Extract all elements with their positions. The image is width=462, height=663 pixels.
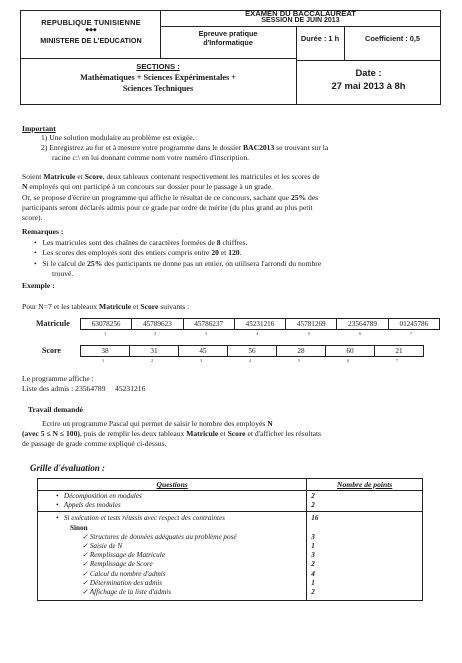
exam-title: EXAMEN DU BACCALAUREAT — [245, 9, 356, 18]
statement-line2 — [22, 182, 273, 192]
travail-text: Ecrire un programme Pascal qui permet de saisir le nombre des employés — [42, 419, 266, 428]
col-points: Nombre de points — [307, 479, 423, 491]
remark-value: 20 — [211, 248, 219, 257]
intro-matricule: Matricule — [99, 302, 132, 311]
item1-text: Une solution modulaire au problème est exigée. — [49, 133, 195, 142]
header-divider-date — [296, 60, 441, 61]
matricule-cell: 23564789 — [337, 319, 388, 330]
item1-number: 1) — [41, 133, 48, 142]
matricule-index: 6 — [359, 331, 362, 336]
score-index: 3 — [200, 358, 203, 363]
bullet-icon: • — [34, 238, 37, 247]
grid-points — [307, 491, 423, 512]
bullet-icon: • — [56, 514, 59, 523]
points-value: 16 — [311, 514, 319, 523]
remarques-title: Remarques : — [22, 227, 64, 236]
epreuve-line1: Epreuve pratique — [198, 29, 258, 38]
check-icon: ✓ — [82, 569, 89, 578]
intro-text: suivants : — [160, 302, 190, 311]
score-label: Score — [42, 346, 61, 355]
matricule-cell: 45231216 — [234, 319, 285, 330]
criterion-text: Détermination des admis — [89, 578, 163, 587]
matricule-label: Matricule — [36, 319, 70, 328]
output-label: Le programme affiche : — [22, 374, 94, 383]
item2-folder: BAC2013 — [243, 143, 275, 152]
remark-text: et — [220, 248, 227, 257]
date-value: 27 mai 2013 à 8h — [331, 80, 406, 91]
grid-points — [307, 512, 423, 601]
check-icon: ✓ — [82, 588, 89, 597]
sections-line2: Sciences Techniques — [122, 84, 194, 93]
important-item2-line2: racine c:\ en lui donnant comme nom votre numéro d'inscription. — [52, 153, 250, 162]
item2-text-a: Enregistrez au fur et à mesure votre programme dans le dossier — [49, 143, 242, 152]
matricule-index: 7 — [410, 331, 413, 336]
exemple-title: Exemple : — [22, 281, 55, 290]
travail-title: Travail demandé — [28, 405, 83, 414]
remark-text: chiffres. — [222, 238, 248, 247]
points-value: 3 — [311, 551, 315, 560]
matricule-cell: 01245786 — [388, 319, 439, 330]
points-value: 1 — [311, 542, 315, 551]
statement-line5: score). — [22, 213, 43, 222]
date-label: Date : — [355, 67, 382, 78]
travail-text: et d'afficher les résultats — [247, 429, 322, 438]
stmt-matricule: Matricule — [43, 172, 76, 181]
duree-label: Durée : 1 h — [300, 34, 340, 43]
remark-value: 25% — [87, 259, 103, 268]
stmt-text: employés qui ont participé à un concours sur dossier pour le passage à un grade. — [29, 182, 273, 191]
travail-line2 — [22, 429, 442, 439]
remark-text: . — [239, 248, 242, 257]
criterion-text: Saisie de N — [89, 542, 123, 551]
remark-value: 120 — [228, 248, 240, 257]
stmt-n: N — [22, 182, 28, 191]
matricule-index: 2 — [154, 331, 157, 336]
grille-title: Grille d'évaluation : — [30, 463, 105, 473]
score-cell: 31 — [130, 346, 179, 357]
republique-label: REPUBLIQUE TUNISIENNE — [41, 18, 141, 27]
travail-constraint: (avec 5 ≤ N ≤ 100) — [22, 429, 80, 438]
remark-text: des participants ne donne pas un entier, on utilisera l'arrondi du nombre — [104, 259, 322, 268]
matricule-cell: 45789623 — [132, 319, 183, 330]
criterion-sinon: Sinon — [70, 523, 88, 532]
check-icon: ✓ — [82, 542, 89, 551]
score-cell: 38 — [81, 346, 130, 357]
points-value: 4 — [311, 569, 315, 578]
points-value: 2 — [311, 588, 315, 597]
matricule-index: 4 — [256, 331, 259, 336]
exam-session: SESSION DE JUIN 2013 — [261, 17, 340, 24]
travail-n: N — [267, 419, 273, 428]
stmt-text: Soient — [22, 172, 42, 181]
intro-text: Pour N=7 et les tableaux — [22, 302, 98, 311]
bullet-icon: • — [56, 492, 59, 500]
stmt-text: , deux tableaux contenant respectivement les matricules et les scores de — [102, 172, 320, 181]
criterion-text: Calcul du nombre d'admis — [89, 569, 166, 578]
score-index: 2 — [151, 358, 154, 363]
header-divider-exam — [160, 26, 441, 27]
statement-line3 — [22, 193, 442, 203]
criterion-text: Remplissage de Score — [89, 560, 153, 569]
travail-text: et — [220, 429, 226, 438]
grid-row — [38, 491, 307, 512]
criterion-text: Remplissage de Matricule — [89, 551, 165, 560]
travail-line1 — [42, 419, 442, 429]
remarque-3-line2: trouvé. — [52, 269, 74, 278]
points-value: 1 — [311, 578, 315, 587]
criterion-text: Si exécution et tests réussis avec respect des contraintes — [63, 514, 225, 523]
points-value: 2 — [311, 560, 315, 569]
header-divider-duree — [344, 26, 345, 60]
epreuve-line2: d'Informatique — [203, 38, 253, 47]
bullet-icon: • — [56, 501, 59, 510]
matricule-table — [80, 318, 440, 330]
score-table — [80, 345, 424, 357]
score-cell: 21 — [375, 346, 424, 357]
exemple-intro — [22, 302, 189, 312]
sections-line1: Mathématiques + Sciences Expérimentales + — [80, 73, 236, 82]
matricule-index: 1 — [104, 331, 107, 336]
stmt-percent: 25% — [290, 193, 307, 202]
remarque-3 — [34, 259, 444, 269]
stmt-text: et — [77, 172, 83, 181]
points-value: 2 — [311, 492, 315, 500]
intro-score: Score — [140, 302, 159, 311]
header-divider-horizontal-left — [20, 58, 296, 59]
travail-text: , puis de remplir les deux tableaux — [79, 429, 185, 438]
criterion-text: Affichage de la liste d'admis — [89, 588, 172, 597]
travail-score: Score — [227, 429, 246, 438]
matricule-cell: 63078256 — [81, 319, 132, 330]
remarque-2 — [34, 248, 242, 258]
remark-value: 8 — [216, 238, 221, 247]
stmt-text: Or, se propose d'écrire un programme qui affiche le résultat de ce concours, sachant que — [22, 193, 290, 202]
item2-text-c: se trouvant sur la — [276, 143, 329, 152]
score-index: 6 — [347, 358, 350, 363]
matricule-cell: 45781269 — [286, 319, 337, 330]
criterion-text: Décomposition en modules — [63, 492, 142, 500]
score-index: 1 — [102, 358, 105, 363]
check-icon: ✓ — [82, 578, 89, 587]
col-questions: Questions — [38, 479, 307, 491]
important-item2 — [41, 143, 441, 153]
matricule-index: 3 — [205, 331, 208, 336]
evaluation-grid — [37, 478, 423, 601]
check-icon: ✓ — [82, 532, 89, 541]
important-item1 — [41, 133, 195, 143]
score-cell: 45 — [179, 346, 228, 357]
matricule-index: 5 — [308, 331, 311, 336]
matricule-cell: 45786237 — [183, 319, 234, 330]
check-icon: ✓ — [82, 560, 89, 569]
score-index: 5 — [298, 358, 301, 363]
important-title: Important — [22, 124, 56, 133]
stmt-text: des — [308, 193, 319, 202]
item2-number: 2) — [41, 143, 48, 152]
remarque-1 — [34, 238, 247, 248]
points-value: 3 — [311, 532, 315, 541]
bullet-icon: • — [34, 259, 37, 268]
remark-text: Si le calcul de — [42, 259, 86, 268]
travail-line3: de passage de grade comme expliqué ci-dessus. — [22, 439, 167, 448]
output-line: Liste des admis : 23564789 45231216 — [22, 384, 146, 393]
grid-row — [38, 512, 307, 601]
coefficient-label: Coefficient : 0,5 — [364, 34, 421, 43]
check-icon: ✓ — [82, 551, 89, 560]
stmt-score: Score — [84, 172, 103, 181]
ornament-icon: ◆◆◆ — [85, 28, 97, 33]
criterion-text: Structures de données adéquates au problème posé — [89, 532, 237, 541]
score-cell: 28 — [277, 346, 326, 357]
score-index: 4 — [249, 358, 252, 363]
sections-label: SECTIONS : — [136, 62, 180, 71]
intro-text: et — [133, 302, 139, 311]
ministere-label: MINISTERE DE L'EDUCATION — [40, 36, 142, 45]
bullet-icon: • — [34, 248, 37, 257]
travail-matricule: Matricule — [186, 429, 219, 438]
points-value: 2 — [311, 501, 315, 510]
remark-text: Les matricules sont des chaînes de caractères formées de — [42, 238, 215, 247]
criterion-text: Appels des modules — [63, 501, 121, 510]
score-index: 7 — [396, 358, 399, 363]
score-cell: 56 — [228, 346, 277, 357]
remark-text: Les scores des employés sont des entiers compris entre — [42, 248, 210, 257]
score-cell: 60 — [326, 346, 375, 357]
statement-line4: participants seront déclarés admis pour ce grade par ordre de mérite (du plus grand au plus petit — [22, 203, 313, 212]
statement-line1 — [22, 172, 442, 182]
